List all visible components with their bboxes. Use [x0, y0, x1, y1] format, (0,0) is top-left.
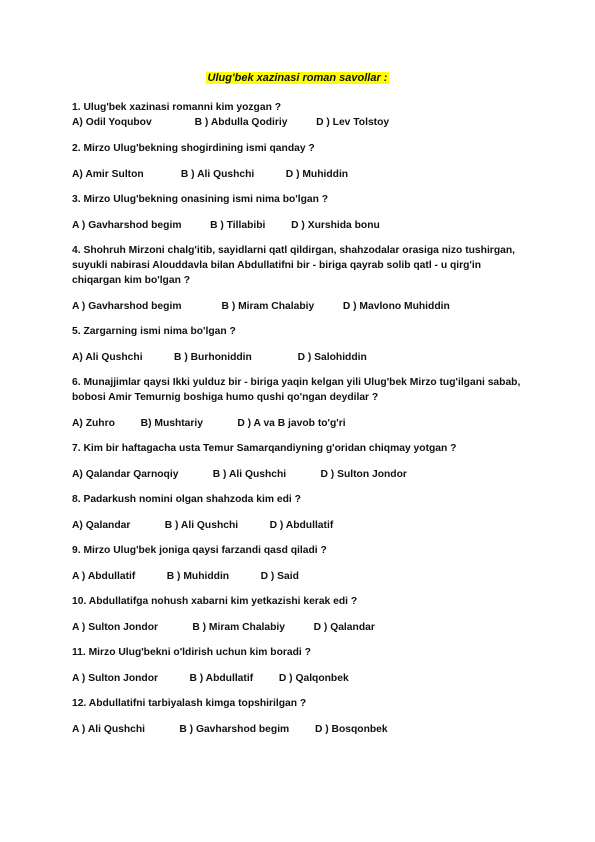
question-11: 11. Mirzo Ulug'bekni o'ldirish uchun kim boradi ? [72, 647, 311, 658]
question-1-options: A) Odil Yoqubov B ) Abdulla Qodiriy D ) Lev Tolstoy [72, 117, 390, 128]
question-6-options: A) Zuhro B) Mushtariy D ) A va B javob to'g'ri [72, 418, 346, 429]
question-10-options: A ) Sulton Jondor B ) Miram Chalabiy D ) Qalandar [72, 622, 375, 633]
question-12-options: A ) Ali Qushchi B ) Gavharshod begim D ) Bosqonbek [72, 724, 388, 735]
question-1: 1. Ulug'bek xazinasi romanni kim yozgan ? [72, 102, 282, 113]
question-7-options: A) Qalandar Qarnoqiy B ) Ali Qushchi D ) Sulton Jondor [72, 469, 407, 480]
question-4-options: A ) Gavharshod begim B ) Miram Chalabiy D ) Mavlono Muhiddin [72, 301, 450, 312]
question-11-options: A ) Sulton Jondor B ) Abdullatif D ) Qalqonbek [72, 673, 349, 684]
question-2: 2. Mirzo Ulug'bekning shogirdining ismi qanday ? [72, 143, 315, 154]
document-title [0, 72, 595, 84]
question-3-options: A ) Gavharshod begim B ) Tillabibi D ) Xurshida bonu [72, 220, 380, 231]
question-12: 12. Abdullatifni tarbiyalash kimga topshirilgan ? [72, 698, 307, 709]
question-7: 7. Kim bir haftagacha usta Temur Samarqandiyning g'oridan chiqmay yotgan ? [72, 443, 457, 454]
question-8: 8. Padarkush nomini olgan shahzoda kim edi ? [72, 494, 301, 505]
question-list [72, 100, 532, 747]
question-2-options: A) Amir Sulton B ) Ali Qushchi D ) Muhiddin [72, 169, 349, 180]
question-8-options: A) Qalandar B ) Ali Qushchi D ) Abdullatif [72, 520, 334, 531]
question-3: 3. Mirzo Ulug'bekning onasining ismi nima bo'lgan ? [72, 194, 329, 205]
question-9: 9. Mirzo Ulug'bek joniga qaysi farzandi qasd qiladi ? [72, 545, 327, 556]
question-6: 6. Munajjimlar qaysi Ikki yulduz bir - biriga yaqin kelgan yili Ulug'bek Mirzo tug'ilgani sabab, bobosi Amir Temurnig boshiga humo qushi qo'ngan deydilar ? [72, 377, 521, 403]
document-title-text: Ulug'bek xazinasi roman savollar : [207, 72, 388, 84]
question-10: 10. Abdullatifga nohush xabarni kim yetkazishi kerak edi ? [72, 596, 358, 607]
question-5-options: A) Ali Qushchi B ) Burhoniddin D ) Salohiddin [72, 352, 367, 363]
question-9-options: A ) Abdullatif B ) Muhiddin D ) Said [72, 571, 299, 582]
question-5: 5. Zargarning ismi nima bo'lgan ? [72, 326, 236, 337]
question-4: 4. Shohruh Mirzoni chalg'itib, sayidlarni qatl qildirgan, shahzodalar orasiga nizo tushirgan, suyukli nabirasi Alouddavla bilan Abdullatifni bir - biriga qayrab solib qatl - u qirg'in chiqargan kim bo'lgan ? [72, 245, 515, 286]
